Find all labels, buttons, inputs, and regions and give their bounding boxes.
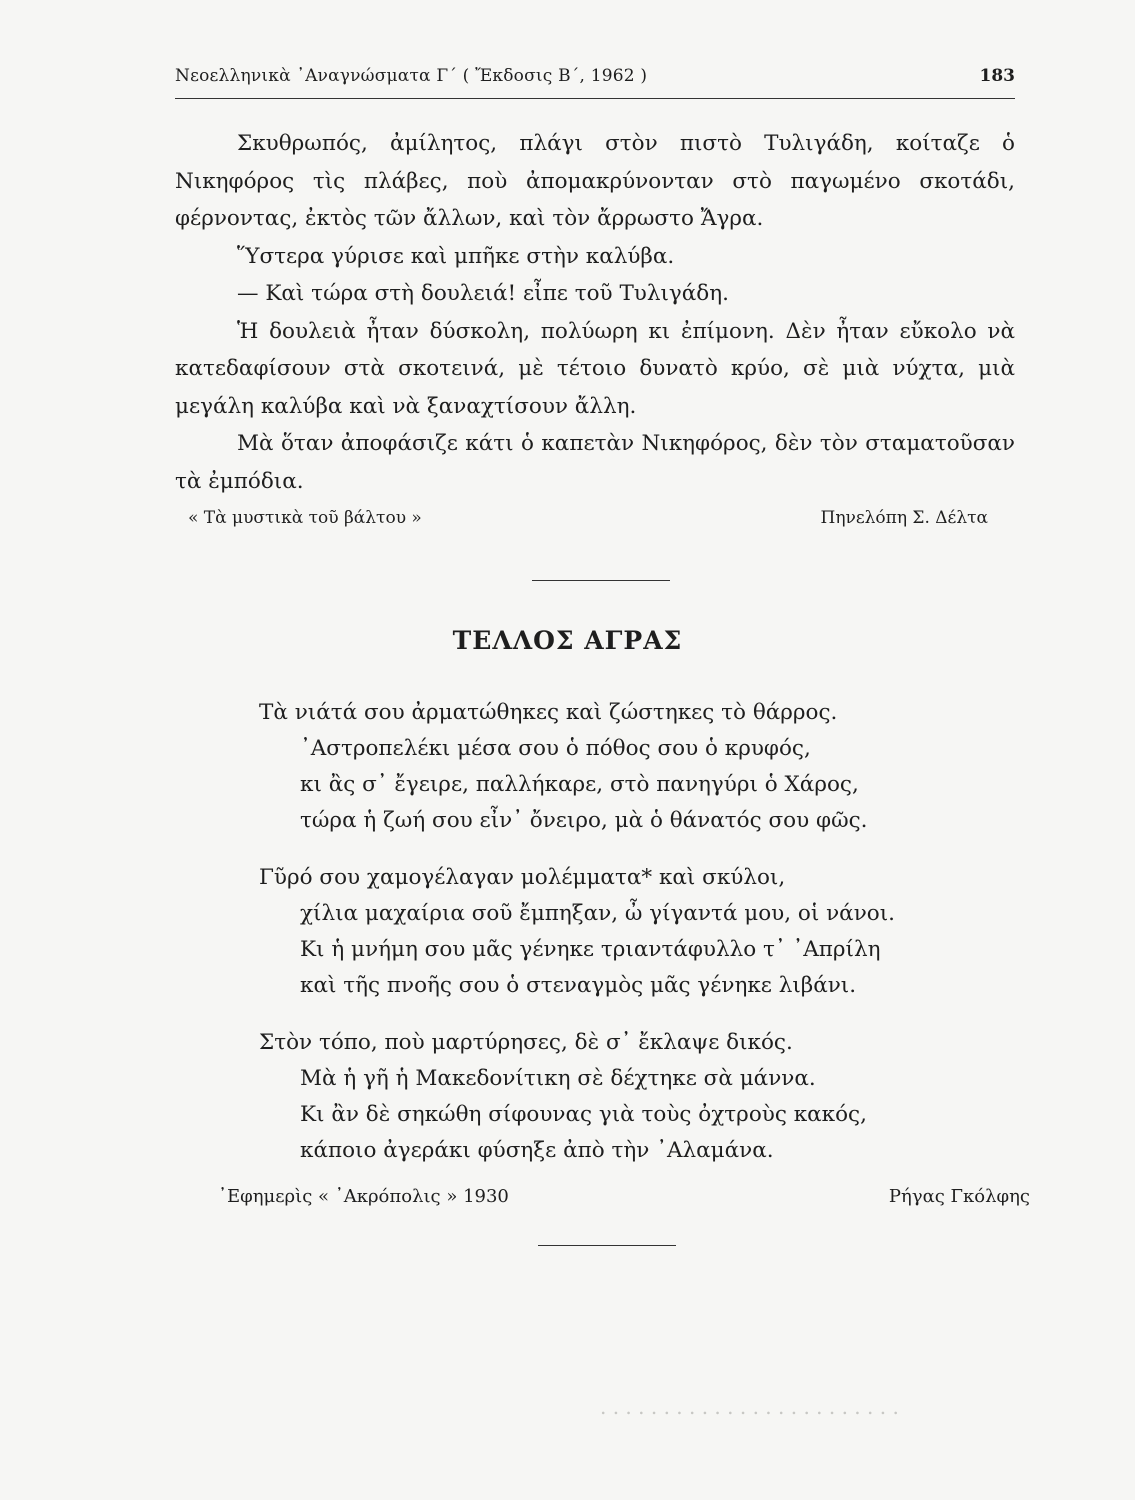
poem-verse: Κι ἂν δὲ σηκώθη σίφουνας γιὰ τοὺς ὀχτροὺς κακός, — [300, 1102, 867, 1127]
poem-author: Ρήγας Γκόλφης — [888, 1186, 1030, 1207]
prose-paragraph: Σκυθρωπός, ἀμίλητος, πλάγι στὸν πιστὸ Τυλιγάδη, κοίταζε ὁ Νικηφόρος τὶς πλάβες, ποὺ ἀπομακρύνονταν στὸ παγωμένο σκοτάδι, φέρνοντας, ἐκτὸς τῶν ἄλλων, καὶ τὸν ἄρρωστο Ἄγρα. — [175, 131, 1015, 231]
poem-verse: κι ἂς σ᾿ ἔγειρε, παλλήκαρε, στὸ πανηγύρι ὁ Χάρος, — [300, 772, 859, 797]
prose-paragraph: Μὰ ὅταν ἀποφάσιζε κάτι ὁ καπετὰν Νικηφόρος, δὲν τὸν σταματοῦσαν τὰ ἐμπόδια. — [175, 431, 1015, 494]
running-title: Νεοελληνικὰ ᾿Αναγνώσματα Γ΄ ( Ἔκδοσις Β΄, 1962 ) — [175, 66, 648, 86]
page-number: 183 — [979, 66, 1015, 86]
poem-verse: κάποιο ἀγεράκι φύσηξε ἀπὸ τὴν ᾿Αλαμάνα. — [300, 1138, 774, 1163]
poem-verse: ᾿Αστροπελέκι μέσα σου ὁ πόθος σου ὁ κρυφός, — [300, 736, 811, 761]
poem-verse: τώρα ἡ ζωή σου εἶν᾿ ὄνειρο, μὰ ὁ θάνατός σου φῶς. — [300, 808, 868, 833]
poem-verse: καὶ τῆς πνοῆς σου ὁ στεναγμὸς μᾶς γένηκε λιβάνι. — [300, 973, 857, 998]
poem-source: ᾿Εφημερὶς « ᾿Ακρόπολις » 1930 — [218, 1186, 509, 1207]
poem-verse: Κι ἡ μνήμη σου μᾶς γένηκε τριαντάφυλλο τ᾿ ᾿Απρίλη — [300, 937, 881, 962]
section-divider — [532, 580, 670, 581]
prose-paragraph: Ὕστερα γύρισε καὶ μπῆκε στὴν καλύβα. — [237, 243, 675, 269]
prose-paragraph: Ἡ δουλειὰ ἦταν δύσκολη, πολύωρη κι ἐπίμονη. Δὲν ἦταν εὔκολο νὰ κατεδαφίσουν στὰ σκοτεινά, μὲ τέτοιο δυνατὸ κρύο, σὲ μιὰ νύχτα, μιὰ μεγάλη καλύβα καὶ νὰ ξαναχτίσουν ἄλλη. — [175, 318, 1015, 419]
poem-verse: χίλια μαχαίρια σοῦ ἔμπηξαν, ὦ γίγαντά μου, οἱ νάνοι. — [300, 901, 895, 926]
poem-verse: Στὸν τόπο, ποὺ μαρτύρησες, δὲ σ᾿ ἔκλαψε δικός. — [259, 1030, 793, 1055]
prose-source-author: Πηνελόπη Σ. Δέλτα — [820, 508, 988, 528]
prose-excerpt — [175, 125, 1015, 500]
running-header — [175, 62, 1015, 99]
prose-paragraph: — Καὶ τώρα στὴ δουλειά! εἶπε τοῦ Τυλιγάδη. — [237, 281, 729, 306]
prose-attribution — [188, 508, 988, 538]
poem-verse: Γῦρό σου χαμογέλαγαν μολέμματα* καὶ σκύλοι, — [259, 865, 786, 890]
bleed-through-texture: . . . . . . . . . . . . . . . . . . . . . . . . — [600, 1395, 899, 1419]
poem-verse: Τὰ νιάτά σου ἀρματώθηκες καὶ ζώστηκες τὸ θάρρος. — [259, 700, 838, 725]
poem-verse: Μὰ ἡ γῆ ἡ Μακεδονίτικη σὲ δέχτηκε σὰ μάννα. — [300, 1066, 816, 1091]
prose-source-title: « Τὰ μυστικὰ τοῦ βάλτου » — [188, 508, 422, 528]
section-divider — [538, 1245, 676, 1246]
poem-title: ΤΕΛΛΟΣ ΑΓΡΑΣ — [452, 626, 683, 655]
